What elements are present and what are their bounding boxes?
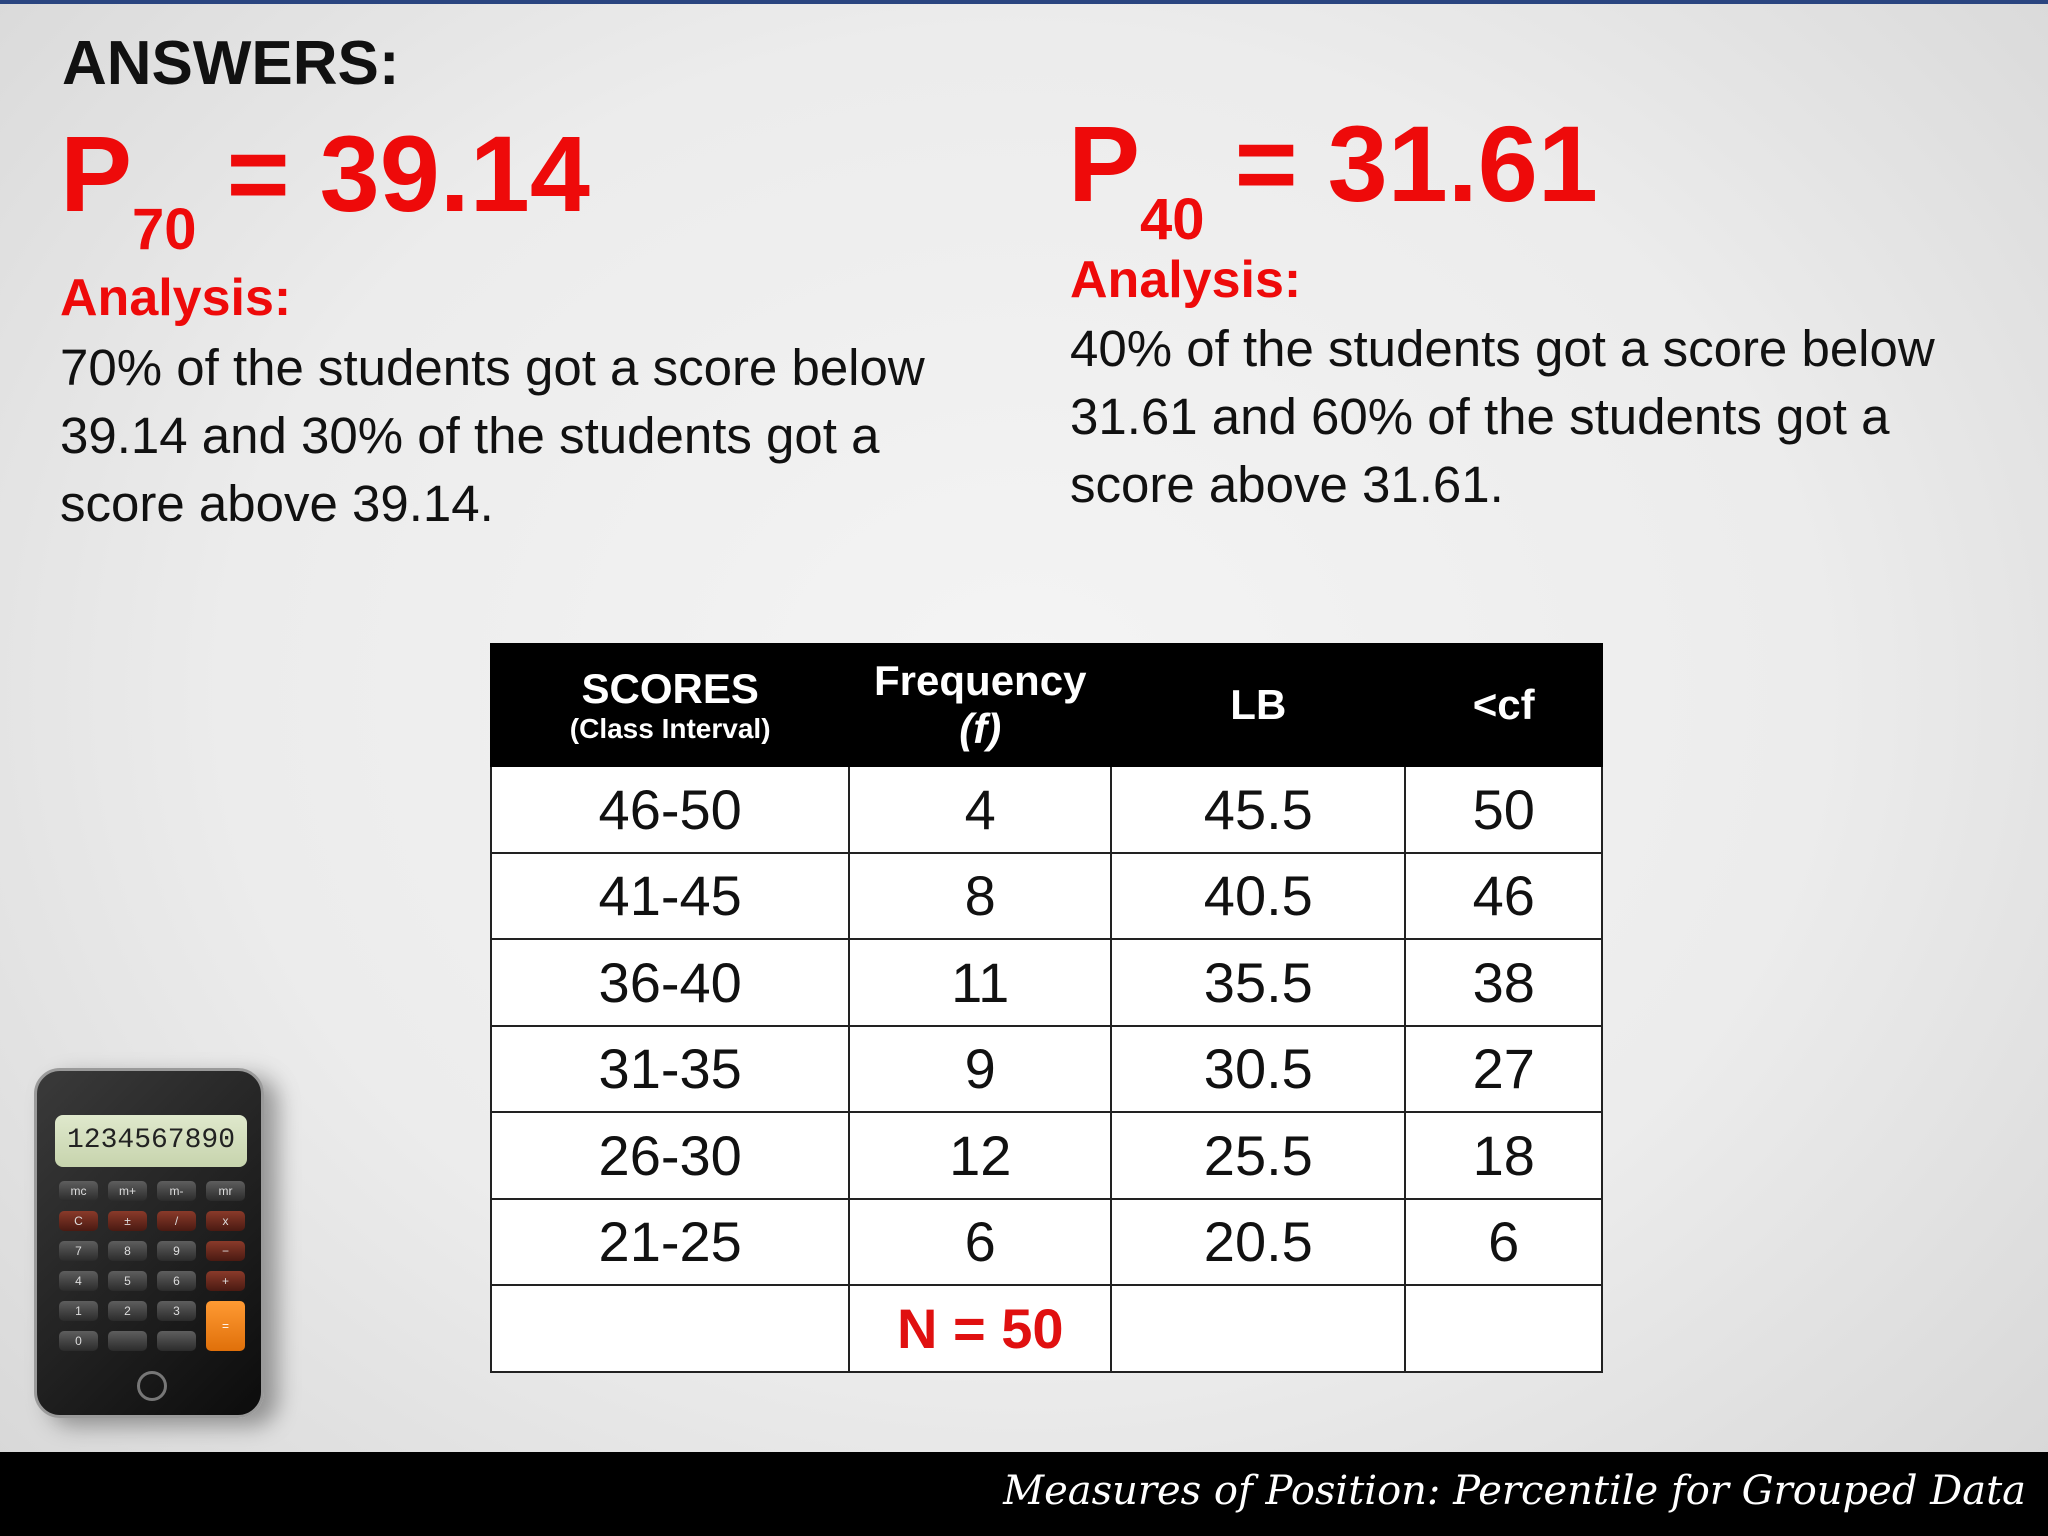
cell-frequency: 12 [849,1112,1111,1199]
calculator-key: mc [59,1181,98,1201]
cell-frequency: 11 [849,939,1111,1026]
calculator-key: 5 [108,1271,147,1291]
calculator-key: C [59,1211,98,1231]
cell-scores: 21-25 [491,1199,849,1286]
top-accent-line [0,0,2048,4]
calculator-key: ± [108,1211,147,1231]
cell-lb: 40.5 [1111,853,1405,940]
calculator-illustration [34,1068,264,1418]
header-scores [491,644,849,766]
p40-analysis-text: 40% of the students got a score below 31.61 and 60% of the students got a score above 31.61. [1070,320,1935,513]
calculator-key: mr [206,1181,245,1201]
cell-frequency: 9 [849,1026,1111,1113]
calculator-keypad [59,1181,245,1351]
table-row [491,939,1602,1026]
calculator-key: 6 [157,1271,196,1291]
cell-empty [491,1285,849,1372]
header-lb: LB [1111,644,1405,766]
cell-scores: 41-45 [491,853,849,940]
p70-analysis-title: Analysis: [60,269,292,327]
table-row [491,1112,1602,1199]
header-frequency-label: Frequency [874,656,1087,704]
table-row [491,1026,1602,1113]
calculator-display: 1234567890 [55,1115,247,1167]
calculator-key: 0 [59,1331,98,1351]
p70-value: = 39.14 [196,113,590,234]
cell-scores: 46-50 [491,766,849,853]
table-row [491,853,1602,940]
calculator-key: 9 [157,1241,196,1261]
calculator-key: x [206,1211,245,1231]
p40-result [1068,103,1598,252]
p70-analysis-text: 70% of the students got a score below 39.14 and 30% of the students got a score above 39.14. [60,339,925,532]
cell-lb: 30.5 [1111,1026,1405,1113]
cell-lb: 25.5 [1111,1112,1405,1199]
cell-scores: 31-35 [491,1026,849,1113]
table-header-row [491,644,1602,766]
cell-lb: 35.5 [1111,939,1405,1026]
calculator-key: 2 [108,1301,147,1321]
cell-cf: 38 [1405,939,1602,1026]
cell-cf: 27 [1405,1026,1602,1113]
calculator-home-button [137,1371,167,1401]
calculator-key: m+ [108,1181,147,1201]
p70-subscript: 70 [132,197,197,262]
cell-lb: 45.5 [1111,766,1405,853]
header-scores-sublabel: (Class Interval) [569,713,771,745]
calculator-key: m- [157,1181,196,1201]
calculator-key-equals: = [206,1301,245,1351]
page-heading: ANSWERS: [62,29,400,98]
calculator-key [108,1331,147,1351]
cell-frequency: 4 [849,766,1111,853]
p70-letter: P [60,113,133,234]
calculator-key: 1 [59,1301,98,1321]
calculator-key: + [206,1271,245,1291]
cell-scores: 36-40 [491,939,849,1026]
p40-subscript: 40 [1140,187,1205,252]
header-cf: <cf [1405,644,1602,766]
table-total-row [491,1285,1602,1372]
p40-analysis-title: Analysis: [1070,251,1302,309]
p40-letter: P [1068,103,1141,224]
cell-frequency: 8 [849,853,1111,940]
cell-cf: 6 [1405,1199,1602,1286]
header-scores-label: SCORES [581,664,759,712]
p40-value: = 31.61 [1204,103,1598,224]
calculator-key: − [206,1241,245,1261]
calculator-key: 4 [59,1271,98,1291]
cell-cf: 50 [1405,766,1602,853]
calculator-key: 7 [59,1241,98,1261]
table-row [491,766,1602,853]
footer-title: Measures of Position: Percentile for Grouped Data [1003,1468,2026,1514]
calculator-key: 3 [157,1301,196,1321]
table-row [491,1199,1602,1286]
calculator-key [157,1331,196,1351]
cell-lb: 20.5 [1111,1199,1405,1286]
header-frequency [849,644,1111,766]
frequency-table [490,643,1603,1373]
header-frequency-sublabel: (f) [959,705,1002,752]
cell-cf: 18 [1405,1112,1602,1199]
cell-empty [1111,1285,1405,1372]
calculator-key: 8 [108,1241,147,1261]
cell-scores: 26-30 [491,1112,849,1199]
p70-result [60,113,590,262]
cell-frequency: 6 [849,1199,1111,1286]
cell-cf: 46 [1405,853,1602,940]
cell-total-n: N = 50 [849,1285,1111,1372]
calculator-key: / [157,1211,196,1231]
footer-bar [0,1452,2048,1536]
cell-empty [1405,1285,1602,1372]
